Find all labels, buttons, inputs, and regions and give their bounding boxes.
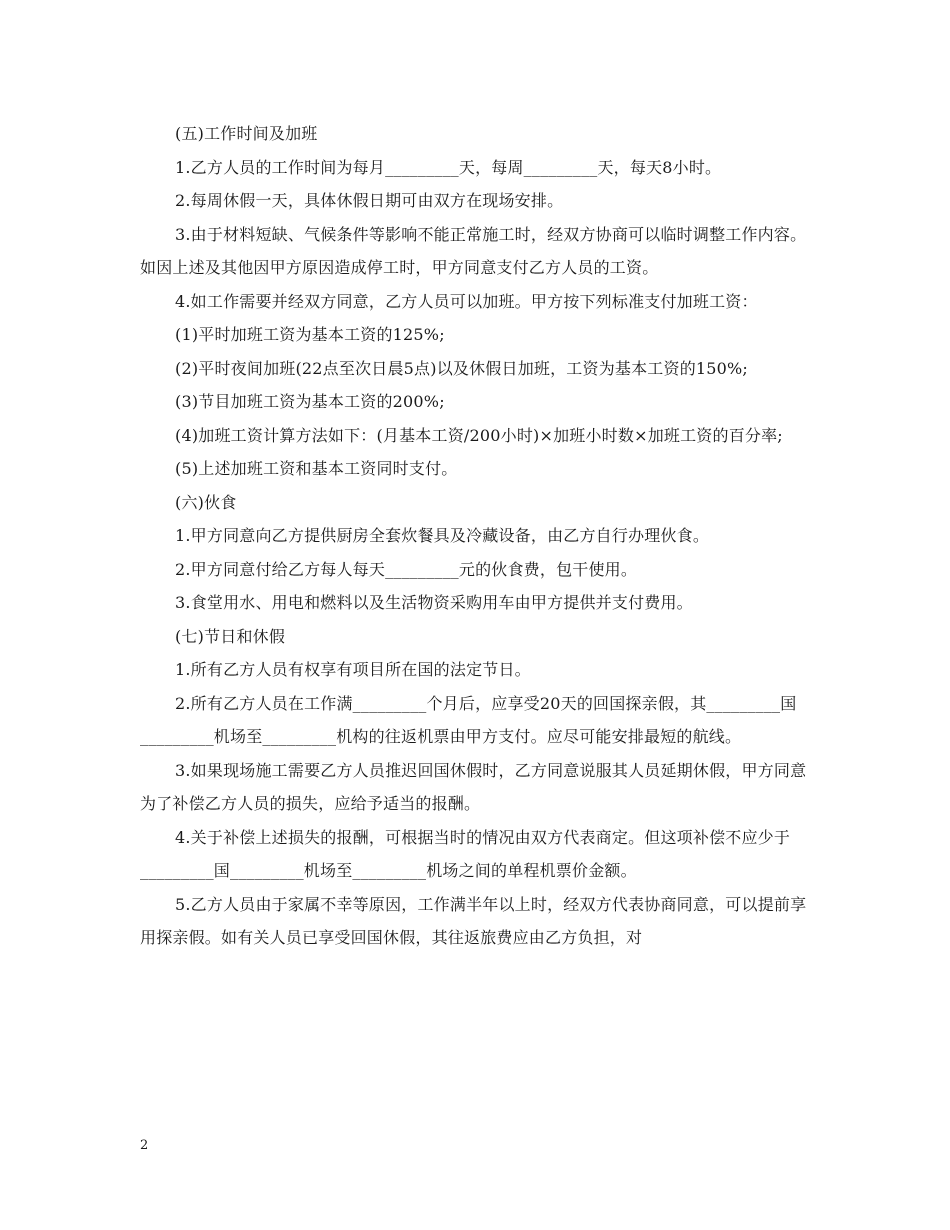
clause-public-holidays: 1.所有乙方人员有权享有项目所在国的法定节日。 bbox=[175, 660, 531, 679]
overtime-item-1: (1)平时加班工资为基本工资的125%; bbox=[175, 325, 445, 344]
section-heading-holidays: (七)节日和休假 bbox=[175, 626, 286, 646]
clause-work-hours: 1.乙方人员的工作时间为每月_________天，每周_________天，每天8小时。 bbox=[175, 157, 722, 177]
clause-compensation: 4.关于补偿上述损失的报酬，可根据当时的情况由双方代表商定。但这项补偿不应少于_________国_________机场至_________机场之间的单程机票价金额。 bbox=[140, 827, 791, 880]
overtime-item-3: (3)节目加班工资为基本工资的200%; bbox=[175, 392, 445, 411]
overtime-item-2: (2)平时夜间加班(22点至次日晨5点)以及休假日加班，工资为基本工资的150%; bbox=[175, 358, 749, 378]
clause-overtime: 4.如工作需要并经双方同意，乙方人员可以加班。甲方按下列标准支付加班工资： bbox=[175, 291, 758, 311]
section-heading-meals: (六)伙食 bbox=[175, 492, 237, 512]
clause-weekly-rest: 2.每周休假一天，具体休假日期可由双方在现场安排。 bbox=[175, 191, 564, 210]
document-body bbox=[140, 117, 812, 955]
page-number: 2 bbox=[140, 1138, 149, 1153]
overtime-item-4: (4)加班工资计算方法如下：(月基本工资/200小时)×加班小时数×加班工资的百分率; bbox=[175, 425, 783, 445]
clause-home-leave: 2.所有乙方人员在工作满_________个月后，应享受20天的回国探亲假，其_________国_________机场至_________机构的往返机票由甲方支付。应尽可能安排最短的航线。 bbox=[140, 693, 797, 746]
clause-meal-allowance: 2.甲方同意付给乙方每人每天_________元的伙食费，包干使用。 bbox=[175, 559, 638, 579]
section-heading-work-time: (五)工作时间及加班 bbox=[175, 124, 318, 143]
clause-early-leave: 5.乙方人员由于家属不幸等原因，工作满半年以上时，经双方代表协商同意，可以提前享用探亲假。如有关人员已享受回国休假，其往返旅费应由乙方负担，对 bbox=[140, 894, 807, 947]
overtime-item-5: (5)上述加班工资和基本工资同时支付。 bbox=[175, 459, 458, 478]
clause-kitchen: 1.甲方同意向乙方提供厨房全套炊餐具及冷藏设备，由乙方自行办理伙食。 bbox=[175, 526, 710, 545]
clause-utilities: 3.食堂用水、用电和燃料以及生活物资采购用车由甲方提供并支付费用。 bbox=[175, 593, 693, 612]
clause-work-stoppage: 3.由于材料短缺、气候条件等影响不能正常施工时，经双方协商可以临时调整工作内容。如因上述及其他因甲方原因造成停工时，甲方同意支付乙方人员的工资。 bbox=[140, 224, 807, 277]
clause-leave-postponement: 3.如果现场施工需要乙方人员推迟回国休假时，乙方同意说服其人员延期休假，甲方同意为了补偿乙方人员的损失，应给予适当的报酬。 bbox=[140, 760, 807, 813]
